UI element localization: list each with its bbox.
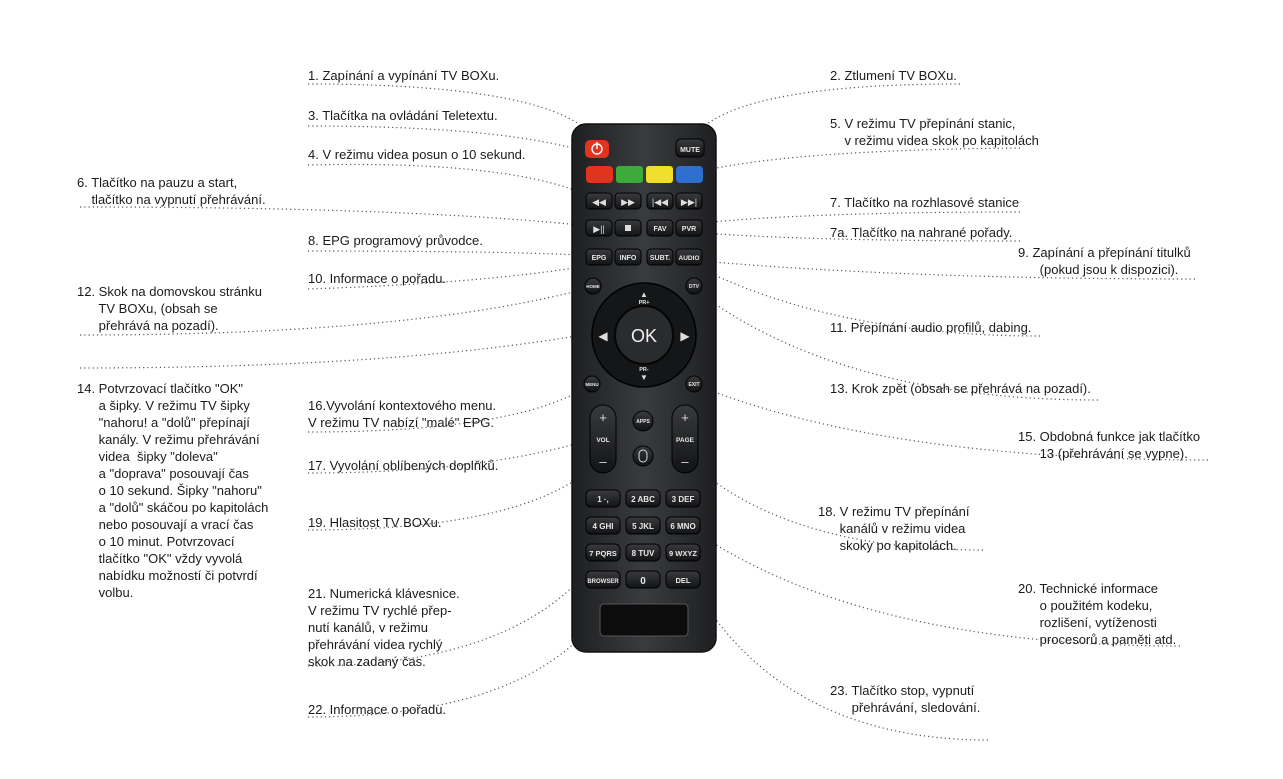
- key-2-label: 2 ABC: [631, 495, 655, 504]
- pr-down-label: PR-: [639, 367, 649, 373]
- label-7a: 7a. Tlačítko na nahrané pořady.: [830, 225, 1013, 240]
- subt-label: SUBT.: [649, 255, 671, 262]
- key-9-label: 9 WXYZ: [669, 549, 697, 558]
- label-23: 23. Tlačítko stop, vypnutí přehrávání, sledování.: [830, 683, 981, 715]
- exit-label: EXIT: [688, 382, 700, 388]
- page-label: PAGE: [676, 437, 694, 444]
- blue-button[interactable]: [676, 166, 703, 183]
- mute-label: MUTE: [680, 147, 700, 154]
- page-down-icon: –: [681, 454, 689, 469]
- key-3-label: 3 DEF: [671, 495, 695, 504]
- label-22: 22. Informace o pořadu.: [308, 702, 447, 717]
- key-5-label: 5 JKL: [632, 522, 654, 531]
- green-button[interactable]: [616, 166, 643, 183]
- label-18: 18. V režimu TV přepínání kanálů v režimu videa skoky po kapitolách.: [818, 504, 970, 553]
- info-label: INFO: [619, 255, 637, 262]
- label-4: 4. V režimu videa posun o 10 sekund.: [308, 147, 526, 162]
- label-15: 15. Obdobná funkce jak tlačítko 13 (přehrávání se vypne).: [1018, 429, 1201, 461]
- page-up-icon: +: [681, 410, 689, 425]
- arrow-up-icon[interactable]: ▲: [640, 290, 648, 299]
- label-8: 8. EPG programový průvodce.: [308, 233, 483, 248]
- arrow-down-icon[interactable]: ▼: [640, 373, 648, 382]
- forward-icon: ▶▶: [621, 197, 635, 207]
- label-9: 9. Zapínání a přepínání titulků (pokud jsou k dispozici).: [1018, 245, 1191, 277]
- rewind-icon: ◀◀: [592, 197, 606, 207]
- arrow-right-icon[interactable]: ▶: [680, 329, 690, 343]
- label-19: 19. Hlasitost TV BOXu.: [308, 515, 442, 530]
- red-button[interactable]: [586, 166, 613, 183]
- key-1-label: 1 ·,: [597, 495, 609, 504]
- ok-label: OK: [630, 326, 658, 346]
- key-6-label: 6 MNO: [670, 522, 696, 531]
- epg-label: EPG: [591, 255, 607, 262]
- label-10: 10. Informace o pořadu.: [308, 271, 447, 286]
- home-label: HOME: [586, 284, 600, 289]
- dtv-label: DTV: [689, 284, 699, 290]
- browser-label: BROWSER: [587, 579, 619, 585]
- fav-label: FAV: [653, 226, 667, 233]
- del-label: DEL: [675, 576, 691, 585]
- apps-label: APPS: [636, 419, 650, 425]
- key-4-label: 4 GHI: [592, 522, 614, 531]
- label-17: 17. Vyvolání oblíbených doplňků.: [308, 458, 499, 473]
- label-12: 12. Skok na domovskou stránku TV BOXu, (obsah se přehrává na pozadí).: [77, 284, 262, 333]
- label-11: 11. Přepínání audio profilů, dabing.: [830, 320, 1032, 335]
- label-20: 20. Technické informace o použitém kodeku, rozlišení, vytíženosti procesorů a paměti atd.: [1018, 581, 1177, 647]
- label-3: 3. Tlačítka na ovládání Teletextu.: [308, 108, 498, 123]
- pr-up-label: PR+: [638, 300, 650, 306]
- label-5: 5. V režimu TV přepínání stanic, v režimu videa skok po kapitolách: [830, 116, 1039, 148]
- volume-up-icon: +: [599, 410, 607, 425]
- mouse-button[interactable]: [633, 446, 653, 466]
- play-pause-icon: ▶||: [593, 224, 605, 234]
- prev-chapter-icon: |◀◀: [651, 197, 669, 207]
- label-7: 7. Tlačítko na rozhlasové stanice: [830, 195, 1020, 210]
- next-chapter-icon: ▶▶|: [680, 197, 698, 207]
- label-14: 14. Potvrzovací tlačítko "OK" a šipky. V režimu TV šipky "nahoru! a "dolů" přepínají kanály. V režimu přehrávání videa šipky "doleva" a "doprava" posouvají čas o 10 sekund. Šipky "nahoru" a "dolů" skáčou po kapitolách nebo posouvají a vrací čas o 10 minut. Potvrzovací tlačítko "OK" vždy vyvolá nabídku možností či potvrdí volbu.: [77, 381, 269, 600]
- ir-window: [600, 604, 688, 636]
- arrow-left-icon[interactable]: ◀: [598, 329, 608, 343]
- stop-icon: [625, 225, 631, 231]
- label-6: 6. Tlačítko na pauzu a start, tlačítko na vypnutí přehrávání.: [77, 175, 266, 207]
- key-8-label: 8 TUV: [631, 549, 655, 558]
- volume-down-icon: –: [599, 454, 607, 469]
- audio-label: AUDIO: [678, 255, 700, 262]
- label-1: 1. Zapínání a vypínání TV BOXu.: [308, 68, 500, 83]
- label-2: 2. Ztlumení TV BOXu.: [830, 68, 957, 83]
- key-7-label: 7 PQRS: [589, 549, 617, 558]
- label-21: 21. Numerická klávesnice. V režimu TV rychlé přep- nutí kanálů, v režimu přehrávání videa rychlý skok na zadaný čas.: [308, 586, 460, 669]
- vol-label: VOL: [596, 437, 610, 444]
- yellow-button[interactable]: [646, 166, 673, 183]
- key-0-label: 0: [640, 576, 646, 587]
- label-16: 16.Vyvolání kontextového menu. V režimu TV nabízí "malé" EPG.: [308, 398, 497, 430]
- pvr-label: PVR: [681, 226, 697, 233]
- label-13: 13. Krok zpět (obsah se přehrává na pozadí).: [830, 381, 1091, 396]
- menu-label: MENU: [585, 382, 599, 387]
